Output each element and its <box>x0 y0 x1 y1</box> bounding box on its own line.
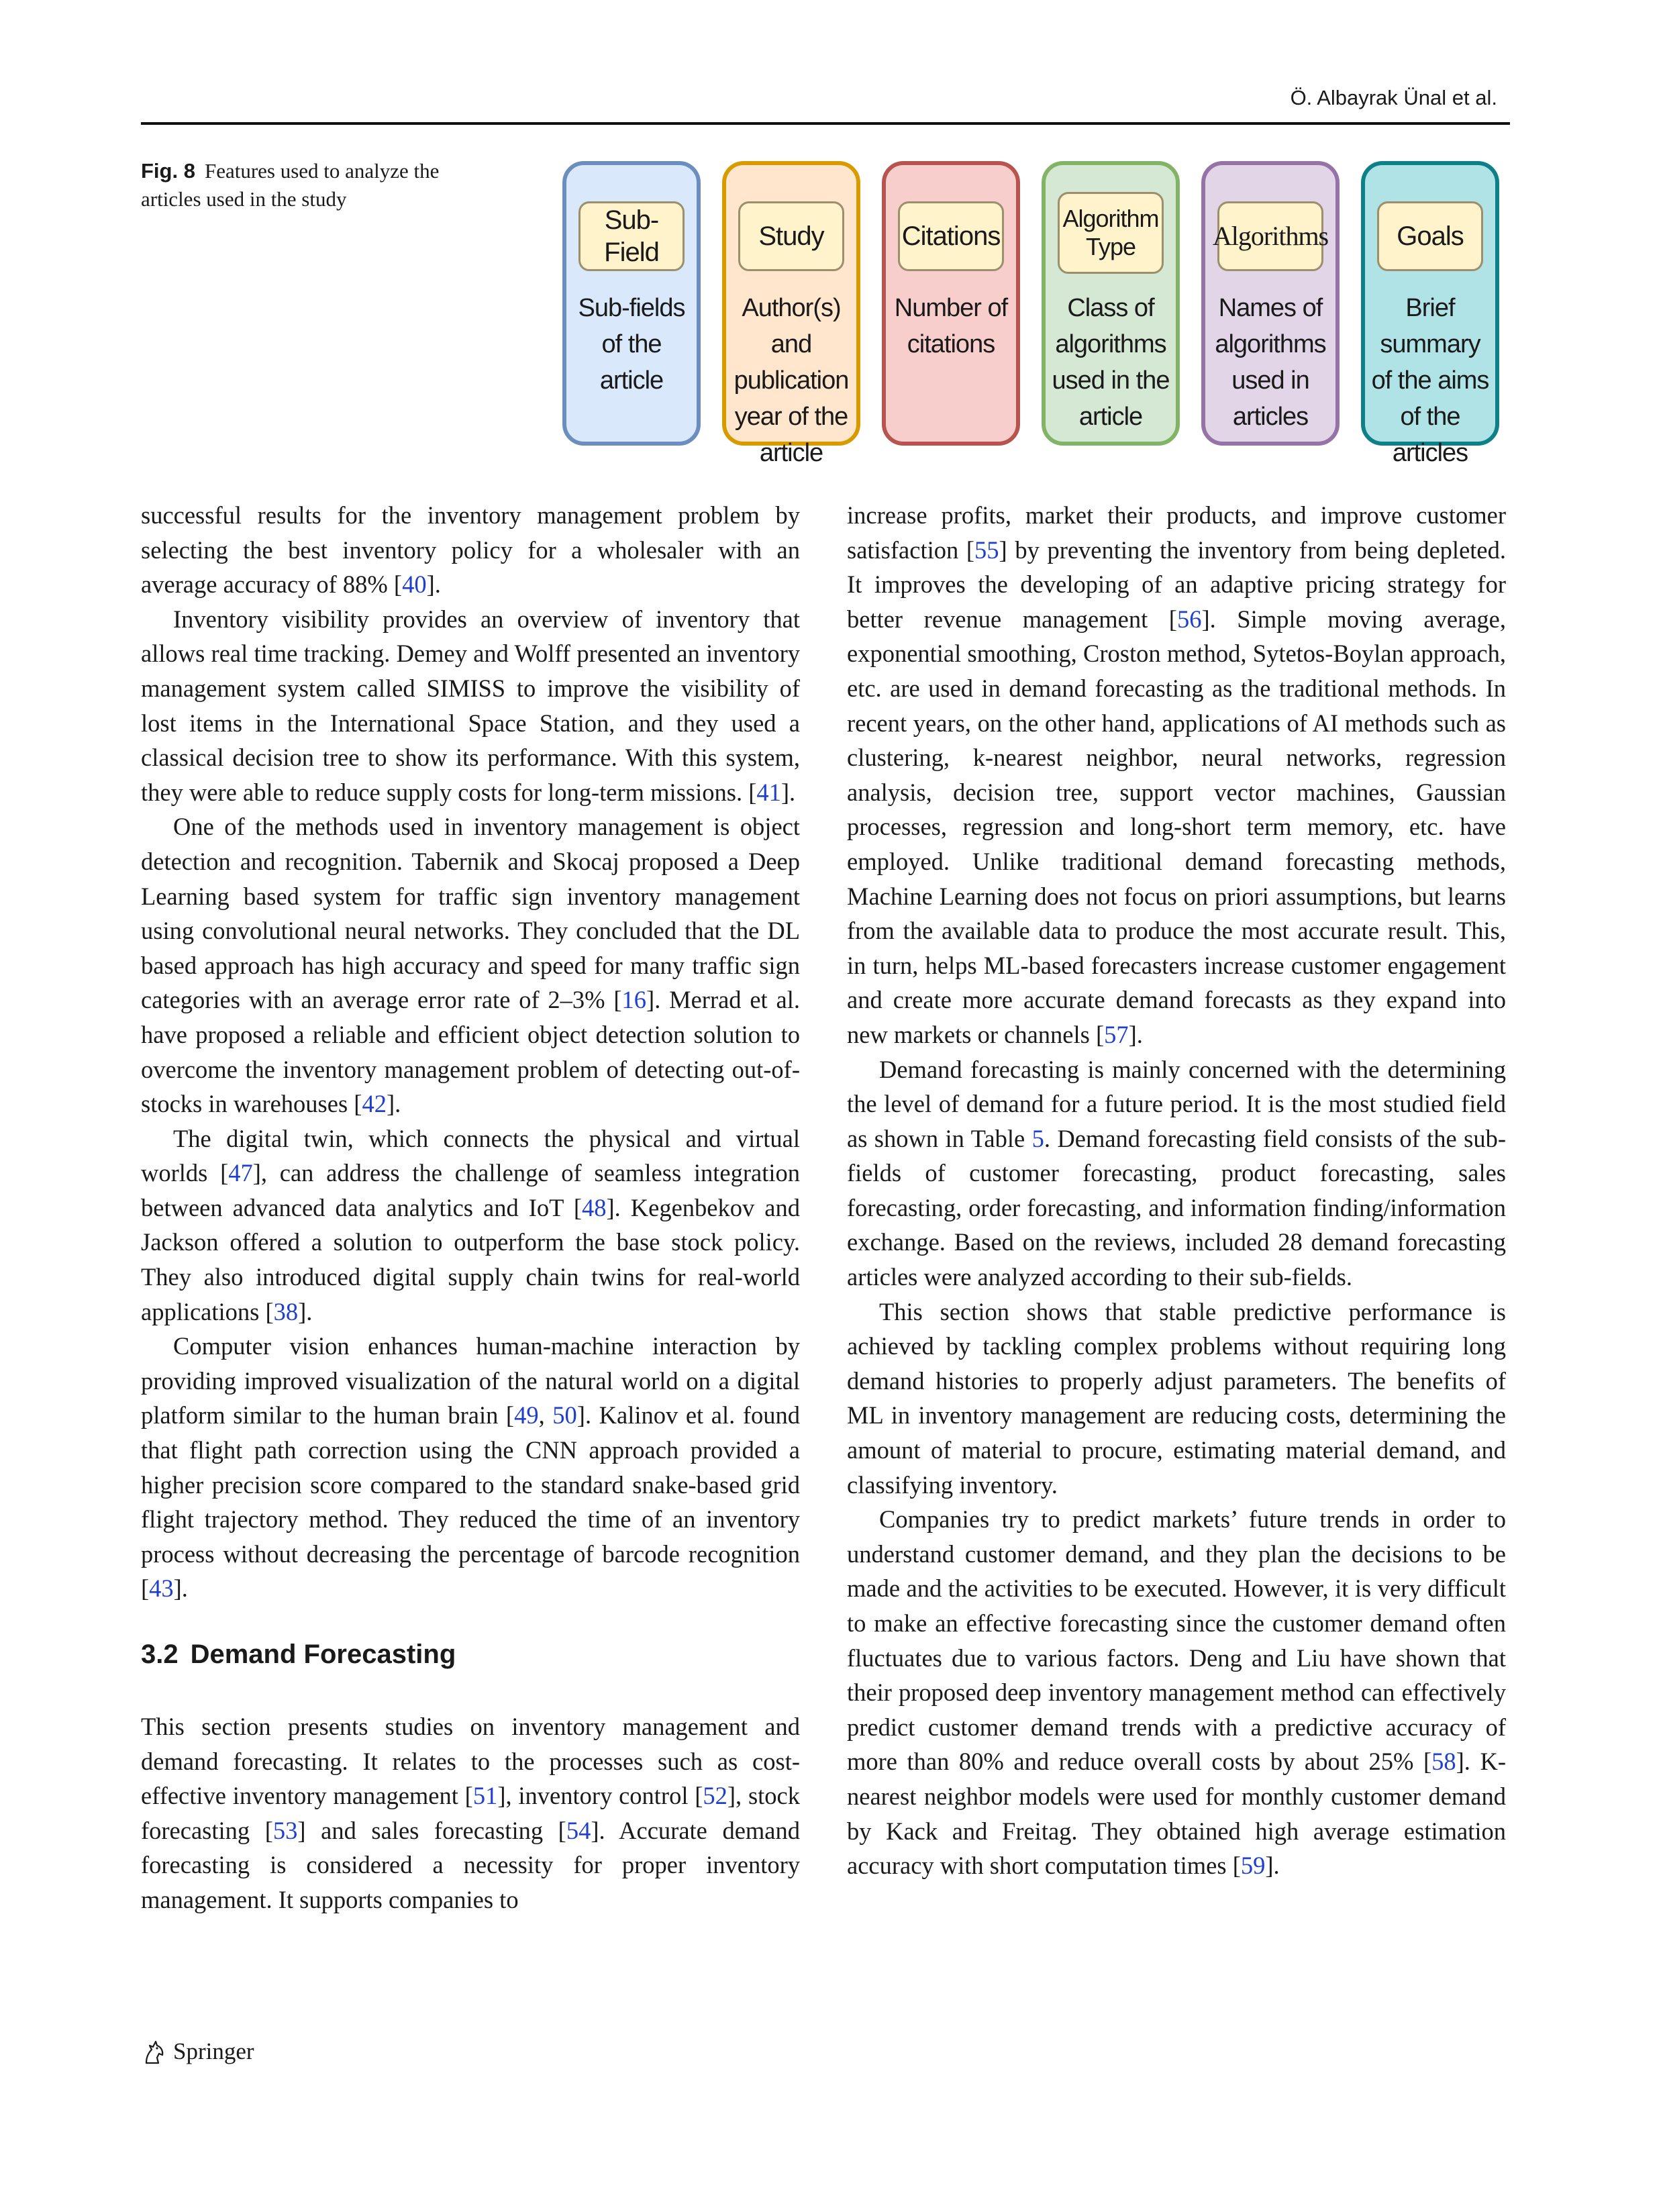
citation-link[interactable]: 57 <box>1104 1020 1129 1048</box>
citation-link[interactable]: 59 <box>1240 1852 1266 1880</box>
card-body: Class of algorithms used in the article <box>1052 294 1170 431</box>
card-citations <box>882 161 1020 446</box>
paragraph: Computer vision enhances human-machine interaction by providing improved visualization of the natural world on a digital platform similar to the human brain [49, 50]. Kalinov et al. found that flight path correction using the CNN approach provided a higher precision score compared to the standard snake-based grid flight trajectory method. They reduced the time of an inventory process without decreasing the percentage of barcode recognition [43]. <box>141 1332 800 1603</box>
table-link[interactable]: 5 <box>1031 1124 1044 1152</box>
citation-link[interactable]: 55 <box>974 536 999 564</box>
card-algorithms <box>1201 161 1340 446</box>
section-number: 3.2 <box>141 1640 179 1669</box>
paragraph: The digital twin, which connects the physical and virtual worlds [47], can address the challenge of seamless integration between advanced data analytics and IoT [48]. Kegenbekov and Jackson offered a solution to outperform the base stock policy. They also introduced digital supply chain twins for real-world applications [38]. <box>141 1124 801 1325</box>
citation-link[interactable]: 54 <box>566 1816 591 1844</box>
card-study <box>722 161 860 467</box>
card-body: Number of citations <box>894 294 1008 358</box>
card-body: Brief summary of the aims of the articles <box>1371 294 1489 467</box>
card-body: Sub-fields of the article <box>578 294 685 395</box>
left-column <box>141 498 800 1917</box>
paragraph: increase profits, market their products, and improve customer satisfaction [55] by preventing the inventory from being depleted. It improves the developing of an adaptive pricing strategy for better revenue management [56]. Simple moving average, exponential smoothing, Croston method, Sytetos-Boylan approach, etc. are used in demand forecasting as the traditional methods. In recent years, on the other hand, applications of AI methods such as clustering, k-nearest neighbor, neural networks, regression analysis, decision tree, support vector machines, Gaussian processes, regression and long-short term memory, etc. have employed. Unlike traditional demand forecasting methods, Machine Learning does not focus on priori assumptions, but learns from the available data to produce the most accurate result. This, in turn, helps ML-based forecasters increase customer engagement and create more accurate demand forecasts as they expand into new markets or channels [57]. <box>847 501 1506 1048</box>
right-column <box>847 498 1506 1883</box>
card-title: Sub-Field <box>578 201 685 271</box>
citation-link[interactable]: 51 <box>472 1782 498 1810</box>
card-algorithm-type <box>1042 161 1180 446</box>
section-heading <box>141 1637 800 1672</box>
section-title: Demand Forecasting <box>190 1640 456 1669</box>
features-figure <box>562 161 1505 467</box>
figure-caption-text: Features used to analyze the articles used in the study <box>141 159 440 211</box>
card-body: Names of algorithms used in articles <box>1215 294 1326 431</box>
paragraph: This section presents studies on inventory management and demand forecasting. It relates to the processes such as cost-effective inventory management [51], inventory control [52], stock forecasting [53] and sales forecasting [54]. Accurate demand forecasting is considered a necessity for proper inventory management. It supports companies to <box>141 1713 801 1913</box>
citation-link[interactable]: 38 <box>273 1297 299 1325</box>
card-title: Algorithm Type <box>1058 192 1164 274</box>
citation-link[interactable]: 58 <box>1431 1748 1456 1776</box>
citation-link[interactable]: 43 <box>149 1574 174 1603</box>
paragraph: Companies try to predict markets’ future trends in order to understand customer demand, and they plan the decisions to be made and the activities to be executed. However, it is very difficult to make an effective forecasting since the customer demand often fluctuates due to various factors. Deng and Liu have shown that their proposed deep inventory management method can effectively predict customer demand trends with a predictive accuracy of more than 80% and reduce overall costs by about 25% [58]. K-nearest neighbor models were used for monthly customer demand by Kack and Freitag. They obtained high average estimation accuracy with short computation times [59]. <box>847 1505 1506 1880</box>
card-title: Algorithms <box>1217 201 1323 271</box>
running-header-author: Ö. Albayrak Ünal et al. <box>1290 86 1497 109</box>
paragraph: This section shows that stable predictive performance is achieved by tackling complex problems without requiring long demand histories to properly adjust parameters. The benefits of ML in inventory management are reducing costs, determining the amount of material to procure, estimating material demand, and classifying inventory. <box>847 1297 1506 1499</box>
figure-caption <box>141 157 456 213</box>
citation-link[interactable]: 40 <box>402 570 427 599</box>
header-rule <box>141 122 1510 125</box>
springer-horse-icon <box>141 2038 166 2066</box>
paragraph: successful results for the inventory management problem by selecting the best inventory policy for a wholesaler with an average accuracy of 88% [40]. <box>141 501 800 599</box>
paragraph: One of the methods used in inventory management is object detection and recognition. Tabernik and Skocaj proposed a Deep Learning based system for traffic sign inventory management using convolutional neural networks. They concluded that the DL based approach has high accuracy and speed for many traffic sign categories with an average error rate of 2–3% [16]. Merrad et al. have proposed a reliable and efficient object detection solution to overcome the inventory management problem of detecting out-of-stocks in warehouses [42]. <box>141 813 800 1118</box>
citation-link[interactable]: 49 <box>514 1401 539 1429</box>
citation-link[interactable]: 48 <box>581 1193 607 1221</box>
citation-link[interactable]: 56 <box>1176 605 1202 633</box>
card-sub-field <box>562 161 701 446</box>
card-title: Citations <box>898 201 1004 271</box>
citation-link[interactable]: 47 <box>228 1159 253 1187</box>
citation-link[interactable]: 50 <box>552 1401 577 1429</box>
card-goals <box>1361 161 1499 467</box>
citation-link[interactable]: 53 <box>272 1816 298 1844</box>
figure-label: Fig. 8 <box>141 159 195 183</box>
citation-link[interactable]: 42 <box>362 1090 387 1118</box>
paragraph: Inventory visibility provides an overview of inventory that allows real time tracking. Demey and Wolff presented an inventory management system called SIMISS to improve the visibility of lost items in the International Space Station, and they used a classical decision tree to show its performance. With this system, they were able to reduce supply costs for long-term missions. [41]. <box>141 605 800 806</box>
paragraph: Demand forecasting is mainly concerned with the determining the level of demand for a future period. It is the most studied field as shown in Table 5. Demand forecasting field consists of the sub-fields of customer forecasting, product forecasting, sales forecasting, order forecasting, and information finding/information exchange. Based on the reviews, included 28 demand forecasting articles were analyzed according to their sub-fields. <box>847 1055 1506 1291</box>
card-body: Author(s) and publication year of the article <box>734 294 849 467</box>
citation-link[interactable]: 41 <box>756 778 781 806</box>
card-title: Goals <box>1377 201 1483 271</box>
citation-link[interactable]: 16 <box>621 986 647 1014</box>
card-title: Study <box>738 201 844 271</box>
citation-link[interactable]: 52 <box>703 1782 727 1810</box>
publisher-name: Springer <box>173 2038 254 2064</box>
publisher-footer <box>141 2038 254 2066</box>
